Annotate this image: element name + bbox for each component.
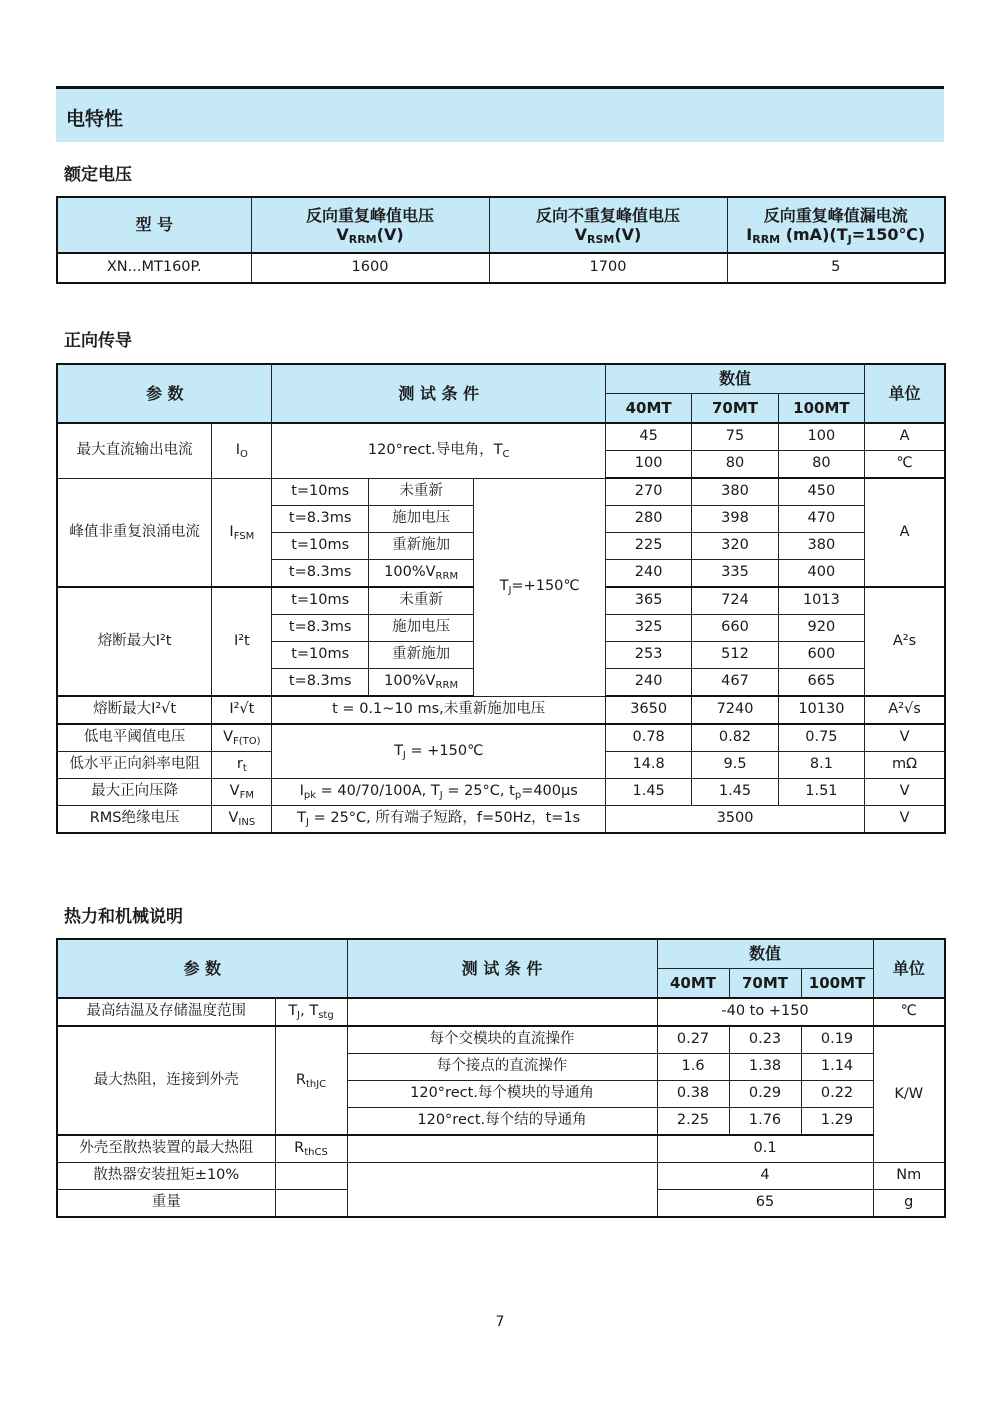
rthjc-40mt: 0.38 bbox=[657, 1081, 729, 1108]
ifsm-name: 峰值非重复浪涌电流 bbox=[57, 478, 212, 587]
vfm-40mt: 1.45 bbox=[605, 779, 691, 806]
ifsm-no-reapply: 未重新 bbox=[368, 478, 473, 506]
header-vrsm-sym: V bbox=[574, 225, 588, 244]
rt-70mt: 9.5 bbox=[692, 752, 778, 779]
rthjc-40mt: 2.25 bbox=[657, 1108, 729, 1136]
irrm-value: 5 bbox=[727, 253, 945, 283]
header-param: 参 数 bbox=[57, 939, 347, 998]
vfm-symbol: $V_{FM}$ bbox=[212, 779, 272, 806]
tj-symbol: $T_J$, $T_{stg}$ bbox=[275, 998, 347, 1026]
i2t-time: t=10ms bbox=[272, 587, 368, 615]
vins-condition: $T_J = 25^\circ C$, 所有端子短路，f=50Hz，t=1s bbox=[272, 806, 605, 834]
i2t-70mt: 724 bbox=[692, 587, 778, 615]
torque-value: 4 bbox=[657, 1163, 873, 1190]
ifsm-symbol: $I_{FSM}$ bbox=[212, 478, 272, 587]
rthjc-100mt: 0.19 bbox=[801, 1026, 873, 1054]
header-vrrm bbox=[251, 197, 489, 253]
header-irrm-tail: =150℃) bbox=[851, 225, 926, 244]
header-70mt: 70MT bbox=[692, 394, 778, 424]
rthjc-100mt: 0.22 bbox=[801, 1081, 873, 1108]
rthjc-40mt: 0.27 bbox=[657, 1026, 729, 1054]
section-title: 电特性 bbox=[66, 108, 124, 130]
ifsm-40mt: 270 bbox=[605, 478, 691, 506]
i2t-name: 熔断最大I²t bbox=[57, 587, 212, 696]
header-70mt: 70MT bbox=[729, 969, 801, 999]
tj150-condition: $T_J$ = +150℃ bbox=[272, 724, 605, 779]
ifsm-70mt: 380 bbox=[692, 478, 778, 506]
vrrm-value: 1600 bbox=[251, 253, 489, 283]
vfm-condition: $I_{pk} = 40/70/100A$, $T_J = 25^\circ C$, $t_p=400\mu s$ bbox=[272, 779, 605, 806]
vfm-100mt: 1.51 bbox=[778, 779, 864, 806]
header-irrm-unit: (mA)(T bbox=[780, 225, 848, 244]
rthjc-70mt: 0.29 bbox=[729, 1081, 801, 1108]
rthjc-condition: 120°rect.每个结的导通角 bbox=[347, 1108, 657, 1136]
i2t-time: t=10ms bbox=[272, 642, 368, 669]
rthcs-symbol: $R_{thCS}$ bbox=[275, 1135, 347, 1163]
table-row bbox=[57, 253, 945, 283]
i2t-40mt: 365 bbox=[605, 587, 691, 615]
ifsm-40mt: 280 bbox=[605, 506, 691, 533]
header-value: 数值 bbox=[605, 364, 864, 394]
rthjc-100mt: 1.29 bbox=[801, 1108, 873, 1136]
vfto-40mt: 0.78 bbox=[605, 724, 691, 752]
header-irrm-sub: RRM bbox=[752, 233, 781, 246]
rated-voltage-heading: 额定电压 bbox=[64, 165, 132, 185]
header-param: 参 数 bbox=[57, 364, 272, 423]
table-row bbox=[57, 806, 945, 834]
rt-symbol: $r_t$ bbox=[212, 752, 272, 779]
table-row bbox=[57, 1026, 945, 1054]
i2t-100mt: 665 bbox=[778, 669, 864, 697]
ifsm-100mt: 450 bbox=[778, 478, 864, 506]
header-100mt: 100MT bbox=[778, 394, 864, 424]
i2t-40mt: 240 bbox=[605, 669, 691, 697]
vfto-name: 低电平阈值电压 bbox=[57, 724, 212, 752]
table-row bbox=[57, 478, 945, 506]
header-vrsm bbox=[489, 197, 727, 253]
forward-heading: 正向传导 bbox=[64, 331, 132, 351]
i2t-time: t=8.3ms bbox=[272, 669, 368, 697]
io-70mt-a: 75 bbox=[692, 423, 778, 451]
weight-name: 重量 bbox=[57, 1190, 275, 1218]
ifsm-40mt: 240 bbox=[605, 560, 691, 588]
header-vrrm-unit: (V) bbox=[376, 225, 404, 244]
io-40mt-b: 100 bbox=[605, 451, 691, 479]
i2rt-100mt: 10130 bbox=[778, 696, 864, 724]
rated-voltage-table bbox=[56, 196, 946, 284]
ifsm-reapply-vrrm: $100\%V_{RRM}$ bbox=[368, 560, 473, 588]
table-row bbox=[57, 724, 945, 752]
header-unit: 单位 bbox=[865, 364, 945, 423]
header-40mt: 40MT bbox=[657, 969, 729, 999]
ifsm-100mt: 400 bbox=[778, 560, 864, 588]
rt-name: 低水平正向斜率电阻 bbox=[57, 752, 212, 779]
rthjc-symbol: $R_{thJC}$ bbox=[275, 1026, 347, 1135]
i2t-symbol: I²t bbox=[212, 587, 272, 696]
weight-symbol bbox=[275, 1190, 347, 1218]
header-cond: 测 试 条 件 bbox=[347, 939, 657, 998]
header-vrsm-sub: RSM bbox=[587, 233, 615, 246]
rthjc-70mt: 1.38 bbox=[729, 1054, 801, 1081]
section-band bbox=[56, 86, 944, 142]
rt-100mt: 8.1 bbox=[778, 752, 864, 779]
io-100mt-b: 80 bbox=[778, 451, 864, 479]
vins-symbol: $V_{INS}$ bbox=[212, 806, 272, 834]
i2t-40mt: 253 bbox=[605, 642, 691, 669]
io-40mt-a: 45 bbox=[605, 423, 691, 451]
weight-unit: g bbox=[873, 1190, 945, 1218]
header-irrm-tj-sub: J bbox=[847, 233, 852, 246]
ifsm-reapply: 重新施加 bbox=[368, 533, 473, 560]
table-row bbox=[57, 998, 945, 1026]
vfm-name: 最大正向压降 bbox=[57, 779, 212, 806]
vfto-100mt: 0.75 bbox=[778, 724, 864, 752]
weight-value: 65 bbox=[657, 1190, 873, 1218]
ifsm-no-reapply-voltage: 施加电压 bbox=[368, 506, 473, 533]
torque-symbol bbox=[275, 1163, 347, 1190]
ifsm-40mt: 225 bbox=[605, 533, 691, 560]
vfto-symbol: $V_{F(TO)}$ bbox=[212, 724, 272, 752]
i2rt-symbol: I²√t bbox=[212, 696, 272, 724]
rthjc-70mt: 0.23 bbox=[729, 1026, 801, 1054]
rthjc-name: 最大热阻，连接到外壳 bbox=[57, 1026, 275, 1135]
ifsm-time: t=8.3ms bbox=[272, 560, 368, 588]
i2t-40mt: 325 bbox=[605, 615, 691, 642]
vins-unit: V bbox=[865, 806, 945, 834]
header-vrsm-unit: (V) bbox=[614, 225, 642, 244]
ifsm-time: t=10ms bbox=[272, 533, 368, 560]
io-70mt-b: 80 bbox=[692, 451, 778, 479]
ifsm-unit: A bbox=[865, 478, 945, 587]
i2rt-70mt: 7240 bbox=[692, 696, 778, 724]
vfm-70mt: 1.45 bbox=[692, 779, 778, 806]
tj-condition: $T_J=+150℃$ bbox=[474, 478, 606, 696]
rthjc-condition: 120°rect.每个模块的导通角 bbox=[347, 1081, 657, 1108]
i2t-100mt: 1013 bbox=[778, 587, 864, 615]
header-irrm-title: 反向重复峰值漏电流 bbox=[763, 205, 908, 225]
header-unit: 单位 bbox=[873, 939, 945, 998]
rt-unit: mΩ bbox=[865, 752, 945, 779]
i2t-reapply: 重新施加 bbox=[368, 642, 473, 669]
vins-name: RMS绝缘电压 bbox=[57, 806, 212, 834]
header-model: 型 号 bbox=[57, 197, 251, 253]
tj-condition bbox=[347, 998, 657, 1026]
i2t-100mt: 920 bbox=[778, 615, 864, 642]
i2t-70mt: 467 bbox=[692, 669, 778, 697]
header-vrrm-sym: V bbox=[336, 225, 349, 244]
io-100mt-a: 100 bbox=[778, 423, 864, 451]
rthjc-40mt: 1.6 bbox=[657, 1054, 729, 1081]
i2t-unit: A²s bbox=[865, 587, 945, 696]
header-irrm-sym: I bbox=[746, 225, 753, 244]
i2rt-unit: A²√s bbox=[865, 696, 945, 724]
rt-40mt: 14.8 bbox=[605, 752, 691, 779]
ifsm-100mt: 470 bbox=[778, 506, 864, 533]
header-vrsm-title: 反向不重复峰值电压 bbox=[535, 205, 680, 225]
header-cond: 测 试 条 件 bbox=[272, 364, 605, 423]
torque-unit: Nm bbox=[873, 1163, 945, 1190]
rthjc-condition: 每个交模块的直流操作 bbox=[347, 1026, 657, 1054]
rthjc-70mt: 1.76 bbox=[729, 1108, 801, 1136]
tj-name: 最高结温及存储温度范围 bbox=[57, 998, 275, 1026]
vfto-70mt: 0.82 bbox=[692, 724, 778, 752]
torque-name: 散热器安装扭矩±10% bbox=[57, 1163, 275, 1190]
i2t-no-reapply: 未重新 bbox=[368, 587, 473, 615]
i2rt-name: 熔断最大I²√t bbox=[57, 696, 212, 724]
header-value: 数值 bbox=[657, 939, 873, 969]
mech-condition bbox=[347, 1163, 657, 1218]
ifsm-70mt: 398 bbox=[692, 506, 778, 533]
i2t-reapply-vrrm: $100\%V_{RRM}$ bbox=[368, 669, 473, 697]
forward-table bbox=[56, 363, 946, 834]
rth-unit: K/W bbox=[873, 1026, 945, 1163]
i2rt-40mt: 3650 bbox=[605, 696, 691, 724]
table-row bbox=[57, 423, 945, 451]
i2t-no-reapply-voltage: 施加电压 bbox=[368, 615, 473, 642]
tj-unit: ℃ bbox=[873, 998, 945, 1026]
header-vrrm-title: 反向重复峰值电压 bbox=[305, 205, 434, 225]
page-number: 7 bbox=[495, 1314, 505, 1330]
ifsm-time: t=10ms bbox=[272, 478, 368, 506]
ifsm-70mt: 320 bbox=[692, 533, 778, 560]
header-vrrm-sub: RRM bbox=[348, 233, 377, 246]
io-name: 最大直流输出电流 bbox=[57, 423, 212, 478]
vrsm-value: 1700 bbox=[489, 253, 727, 283]
ifsm-time: t=8.3ms bbox=[272, 506, 368, 533]
rthcs-value: 0.1 bbox=[657, 1135, 873, 1163]
thermal-table bbox=[56, 938, 946, 1218]
rthjc-100mt: 1.14 bbox=[801, 1054, 873, 1081]
rthcs-condition bbox=[347, 1135, 657, 1163]
io-unit-a: A bbox=[865, 423, 945, 451]
i2t-70mt: 660 bbox=[692, 615, 778, 642]
thermal-heading: 热力和机械说明 bbox=[64, 907, 183, 927]
vfto-unit: V bbox=[865, 724, 945, 752]
ifsm-70mt: 335 bbox=[692, 560, 778, 588]
i2rt-condition: t = 0.1~10 ms,未重新施加电压 bbox=[272, 696, 605, 724]
io-condition: 120°rect.导电角，$T_C$ bbox=[272, 423, 605, 478]
table-row bbox=[57, 696, 945, 724]
table-row bbox=[57, 779, 945, 806]
i2t-100mt: 600 bbox=[778, 642, 864, 669]
table-row bbox=[57, 1135, 945, 1163]
vins-value: 3500 bbox=[605, 806, 864, 834]
ifsm-100mt: 380 bbox=[778, 533, 864, 560]
header-irrm bbox=[727, 197, 945, 253]
i2t-time: t=8.3ms bbox=[272, 615, 368, 642]
io-unit-b: ℃ bbox=[865, 451, 945, 479]
rthcs-name: 外壳至散热装置的最大热阻 bbox=[57, 1135, 275, 1163]
vfm-unit: V bbox=[865, 779, 945, 806]
model-value: XN...MT160P. bbox=[57, 253, 251, 283]
table-row bbox=[57, 1163, 945, 1190]
tj-value: -40 to +150 bbox=[657, 998, 873, 1026]
header-100mt: 100MT bbox=[801, 969, 873, 999]
i2t-70mt: 512 bbox=[692, 642, 778, 669]
io-symbol: $I_O$ bbox=[212, 423, 272, 478]
rthjc-condition: 每个接点的直流操作 bbox=[347, 1054, 657, 1081]
header-40mt: 40MT bbox=[605, 394, 691, 424]
